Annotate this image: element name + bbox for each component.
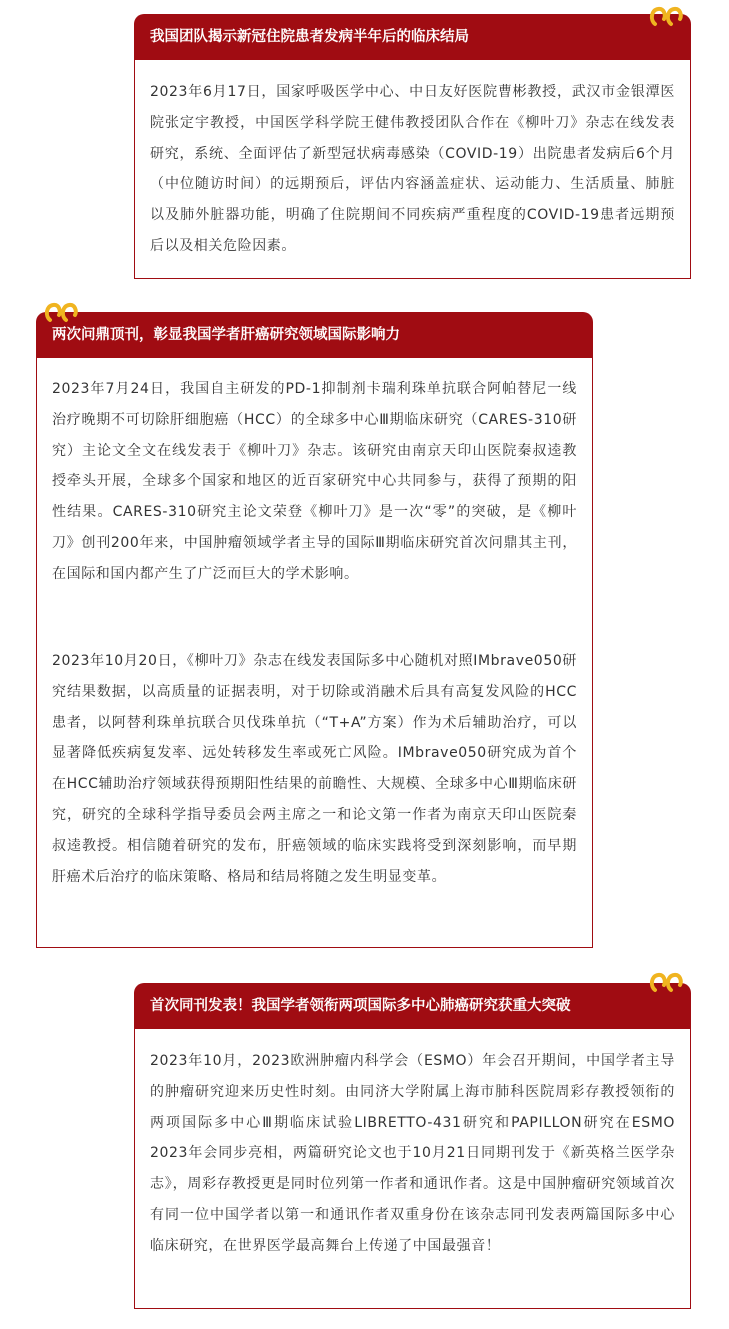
card-1-paragraph-1: 2023年6月17日，国家呼吸医学中心、中日友好医院曹彬教授，武汉市金银潭医院张定宇教授，中国医学科学院王健伟教授团队合作在《柳叶刀》杂志在线发表研究，系统、全面评估了新型冠状病毒感染（COVID-19）出院患者发病后6个月（中位随访时间）的远期预后，评估内容涵盖症状、运动能力、生活质量、肺脏以及肺外脏器功能，明确了住院期间不同疾病严重程度的COVID-19患者远期预后以及相关危险因素。	[150, 84, 675, 254]
card-body-3	[134, 1029, 691, 1309]
card-title-2: 两次问鼎顶刊，彰显我国学者肝癌研究领域国际影响力	[36, 312, 593, 358]
card-2-paragraph-2: 2023年10月20日，《柳叶刀》杂志在线发表国际多中心随机对照IMbrave050研究结果数据，以高质量的证据表明，对于切除或消融术后具有高复发风险的HCC患者，以阿替利珠单抗联合贝伐珠单抗（“T+A”方案）作为术后辅助治疗，可以显著降低疾病复发率、远处转移发生率或死亡风险。IMbrave050研究成为首个在HCC辅助治疗领域获得预期阳性结果的前瞻性、大规模、全球多中心Ⅲ期临床研究，研究的全球科学指导委员会两主席之一和论文第一作者为南京天印山医院秦叔逵教授。相信随着研究的发布，肝癌领域的临床实践将受到深刻影响，而早期肝癌术后治疗的临床策略、格局和结局将随之发生明显变革。	[52, 653, 577, 885]
quote-mark-icon	[647, 2, 687, 32]
news-card-1	[134, 14, 691, 279]
news-card-2	[36, 312, 593, 948]
card-2-paragraph-1: 2023年7月24日，我国自主研发的PD-1抑制剂卡瑞利珠单抗联合阿帕替尼一线治疗晚期不可切除肝细胞癌（HCC）的全球多中心Ⅲ期临床研究（CARES-310研究）主论文全文在线发表于《柳叶刀》杂志。该研究由南京天印山医院秦叔逵教授牵头开展，全球多个国家和地区的近百家研究中心共同参与，获得了预期的阳性结果。CARES-310研究主论文荣登《柳叶刀》是一次“零”的突破，是《柳叶刀》创刊200年来，中国肿瘤领域学者主导的国际Ⅲ期临床研究首次问鼎其主刊，在国际和国内都产生了广泛而巨大的学术影响。	[52, 381, 577, 582]
quote-mark-icon	[647, 968, 687, 998]
card-body-1	[134, 60, 691, 279]
card-title-1: 我国团队揭示新冠住院患者发病半年后的临床结局	[134, 14, 691, 60]
news-card-3	[134, 983, 691, 1309]
card-body-2	[36, 358, 593, 948]
card-title-3: 首次同刊发表！我国学者领衔两项国际多中心肺癌研究获重大突破	[134, 983, 691, 1029]
quote-mark-icon	[42, 298, 82, 328]
card-3-paragraph-1: 2023年10月，2023欧洲肿瘤内科学会（ESMO）年会召开期间，中国学者主导的肿瘤研究迎来历史性时刻。由同济大学附属上海市肺科医院周彩存教授领衔的两项国际多中心Ⅲ期临床试验LIBRETTO-431研究和PAPILLON研究在ESMO 2023年会同步亮相，两篇研究论文也于10月21日同期刊发于《新英格兰医学杂志》，周彩存教授更是同时位列第一作者和通讯作者。这是中国肿瘤研究领域首次有同一位中国学者以第一和通讯作者双重身份在该杂志同刊发表两篇国际多中心临床研究，在世界医学最高舞台上传递了中国最强音！	[150, 1053, 675, 1254]
